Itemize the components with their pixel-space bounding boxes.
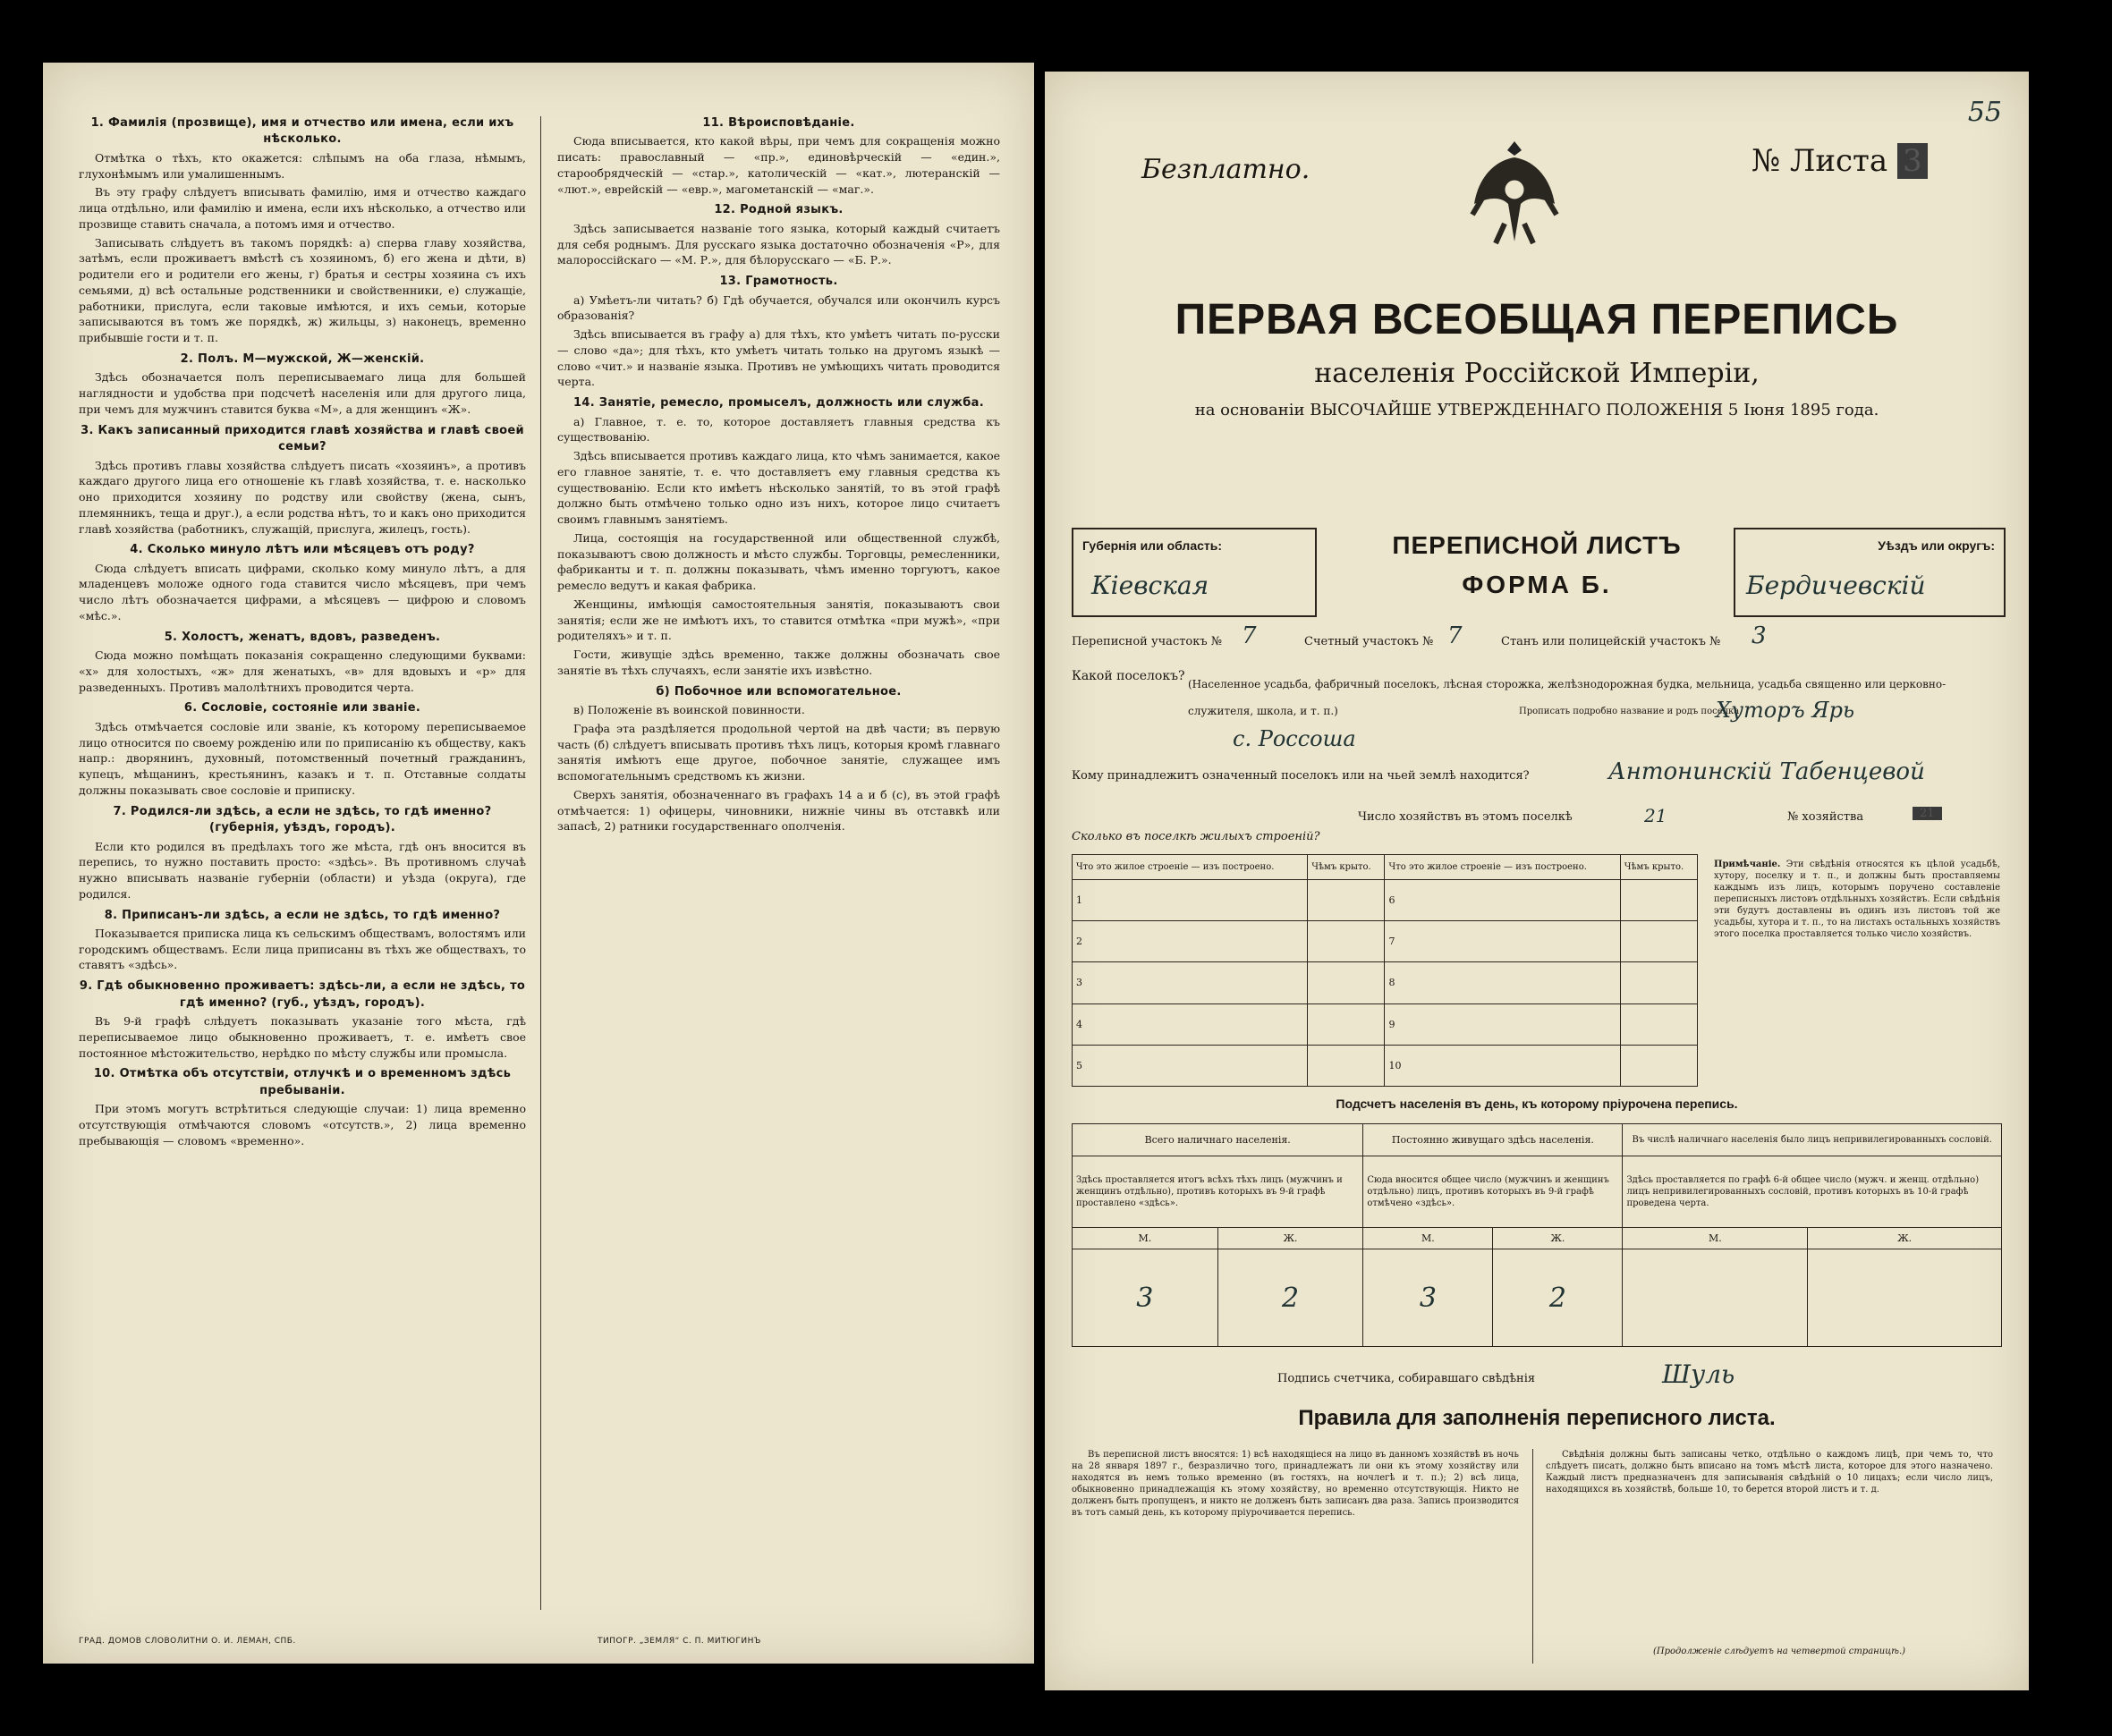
section-paragraph: Отмѣтка о тѣхъ, кто окажется: слѣпымъ на оба глаза, нѣмымъ, глухонѣмымъ или умалишеннымъ. — [79, 150, 526, 181]
instruction-section — [557, 115, 1000, 197]
instruction-section — [557, 395, 1000, 678]
gub-value: Кіевская — [1091, 571, 1209, 600]
census-subtitle: населенія Россійской Имперіи, — [1314, 358, 1760, 389]
sheet-number-label: № Листа — [1752, 143, 1888, 179]
households-value: 21 — [1644, 805, 1667, 826]
section-paragraph: Записывать слѣдуетъ въ такомъ порядкѣ: а) сперва главу хозяйства, затѣмъ, если проживаетъ вмѣстѣ съ хозяиномъ, б) его жена и дѣти, в) родители его и родители его жены, г) братья и сестры хозяина съ ихъ семьями, д) всѣ остальные родственники и свойственники, е) служащіе, работники, прислуга, если таковые имѣются, и ихъ семьи, которые записываются въ томъ же порядкѣ, ж) жильцы, з) наконецъ, временно прибывшіе гости и т. п. — [79, 235, 526, 345]
owner-label: Кому принадлежитъ означенный поселокъ или на чьей землѣ находится? — [1072, 769, 1530, 783]
pop-desc-total: Здѣсь проставляется итогъ всѣхъ тѣхъ лицъ (мужчинъ и женщинъ отдѣльно), противъ которыхъ въ 9-й графѣ проставлено «здѣсь». — [1073, 1156, 1363, 1228]
signature-row — [1277, 1359, 1904, 1395]
section-heading: 10. Отмѣтка объ отсутствіи, отлучкѣ и о временномъ здѣсь пребываніи. — [93, 1067, 512, 1097]
section-heading: 4. Сколько минуло лѣтъ или мѣсяцевъ отъ роду? — [130, 543, 475, 557]
section-heading: 9. Гдѣ обыкновенно проживаетъ: здѣсь-ли, а если не здѣсь, то гдѣ именно? (губ., уѣздъ, городъ). — [79, 979, 526, 1010]
instruction-section — [79, 804, 526, 902]
section-paragraph: Женщины, имѣющія самостоятельныя занятія, показываютъ свои занятія; если же не имѣютъ ихъ, то ставится отмѣтка «при мужѣ», «при родителяхъ» и т. п. — [557, 597, 1000, 643]
population-heading: Подсчетъ населенія въ день, къ которому пріурочена перепись. — [1336, 1097, 1738, 1111]
district-label: Переписной участокъ № — [1072, 635, 1223, 648]
bld-row-b: 9 — [1385, 1003, 1620, 1045]
left-page — [43, 63, 1034, 1664]
bld-col-built: Что это жилое строеніе — изъ построено. — [1073, 855, 1308, 880]
section-heading: 1. Фамилія (прозвище), имя и отчество или имена, если ихъ нѣсколько. — [90, 116, 514, 147]
section-paragraph: Сюда слѣдуетъ вписать цифрами, сколько кому минуло лѣтъ, а для младенцевъ моложе одного года ставится число мѣсяцевъ, при чемъ число лѣтъ обозначается цифрами, а мѣсяцевъ — цифрою и словомъ «мѣс.». — [79, 561, 526, 622]
pop-value — [1623, 1249, 1808, 1347]
instruction-section — [79, 908, 526, 974]
instruction-section — [557, 202, 1000, 268]
section-paragraph: Здѣсь вписывается въ графу а) для тѣхъ, кто умѣетъ читать по-русски — слово «да»; для тѣхъ, кто умѣетъ читать только на другомъ языкѣ — слово «чит.» и названіе языка. Противъ не умѣющихъ читать проводится черта. — [557, 327, 1000, 389]
sheet-number-value: 3 — [1897, 143, 1928, 179]
bld-row-a: 3 — [1073, 962, 1308, 1003]
bld-col-roof-b: Чѣмъ крыто. — [1620, 855, 1697, 880]
rules-title: Правила для заполненія переписного листа. — [1298, 1406, 1776, 1430]
bld-row-b: 6 — [1385, 880, 1620, 921]
pop-m-header: М. — [1073, 1228, 1218, 1249]
right-page — [1045, 72, 2029, 1690]
instruction-section — [79, 423, 526, 538]
census-basis: на основаніи ВЫСОЧАЙШЕ УТВЕРЖДЕННАГО ПОЛОЖЕНІЯ 5 Іюня 1895 года. — [1194, 401, 1879, 419]
instruction-section — [79, 630, 526, 696]
settlement-value-2: с. Россоша — [1233, 726, 1356, 751]
census-title: ПЕРВАЯ ВСЕОБЩАЯ ПЕРЕПИСЬ — [1175, 296, 1899, 343]
printer-mark-left: ГРАД. ДОМОВ СЛОВОЛИТНИ О. И. ЛЕМАН, СПБ. — [79, 1637, 296, 1646]
section-paragraph: Въ 9-й графѣ слѣдуетъ показывать указаніе того мѣста, гдѣ переписываемое лицо обыкновенно проживаетъ, т. е. имѣетъ свое постоянное мѣстожительство, нерѣдко по мѣсту службы или промысла. — [79, 1014, 526, 1060]
pop-value — [1808, 1249, 2002, 1347]
bld-row-b: 8 — [1385, 962, 1620, 1003]
pop-value: 3 — [1073, 1249, 1218, 1347]
section-paragraph: в) Положеніе въ воинской повинности. — [573, 703, 805, 717]
instruction-section — [79, 542, 526, 623]
bld-row-a: 5 — [1073, 1045, 1308, 1086]
rules-divider — [1532, 1449, 1533, 1664]
district-value: 7 — [1242, 622, 1257, 649]
pop-value: 2 — [1217, 1249, 1363, 1347]
section-paragraph: Сюда вписывается, кто какой вѣры, при чемъ для сокращенія можно писать: православный — «пр.», единовѣрческій — «един.», старообрядческій — «стар.», католическій — «кат.», лютеранскій — «лют.», еврейскій — «евр.», магометанскій — «маг.». — [557, 134, 1000, 196]
section-heading: 5. Холостъ, женатъ, вдовъ, разведенъ. — [164, 630, 441, 644]
household-no-label: № хозяйства — [1787, 810, 1864, 824]
section-paragraph: Здѣсь обозначается полъ переписываемаго лица для большей наглядности и удобства при подсчетѣ населенія или для другого лица, при чемъ для мужчинъ ставится буква «М», а для женщинъ «Ж». — [79, 370, 526, 416]
instruction-section — [557, 274, 1000, 390]
instruction-section — [79, 1066, 526, 1148]
settlement-note-2: Прописать подробно название и родъ поселка. — [1519, 707, 1743, 716]
section-heading: 2. Полъ. М—мужской, Ж—женскій. — [180, 351, 425, 366]
section-heading: 7. Родился-ли здѣсь, а если не здѣсь, то гдѣ именно? (губернія, уѣздъ, городъ). — [113, 804, 492, 835]
section-paragraph: Гости, живущіе здѣсь временно, также должны обозначать свое занятіе въ тѣхъ случаяхъ, если занятіе ихъ извѣстно. — [557, 648, 1000, 677]
pop-m-header: М. — [1363, 1228, 1493, 1249]
instruction-section — [79, 700, 526, 798]
pop-m-header: М. — [1623, 1228, 1808, 1249]
section-heading: 13. Грамотность. — [719, 275, 838, 289]
note-title: Примѣчаніе. — [1714, 860, 1781, 869]
bld-row-a: 1 — [1073, 880, 1308, 921]
rules-right: Свѣдѣнія должны быть записаны четко, отдѣльно о каждомъ лицѣ, при чемъ то, что слѣдуетъ писать, должно быть вписано на томъ мѣстѣ листа, которое для этого назначено. Каждый листъ предназначенъ для записыванія свѣдѣній о 10 лицахъ; если число лицъ, находящихся въ хозяйствѣ, больше 10, то берется второй листъ и т. д. — [1546, 1450, 1993, 1495]
section-paragraph: Здѣсь записывается названіе того языка, который каждый считаетъ для себя роднымъ. Для русскаго языка достаточно обозначенія «Р», для малороссійскаго — «М. Р.», для бѣлорусскаго — «Б. Р.». — [557, 221, 1000, 267]
owner-value: Антонинскій Табенцевой — [1608, 758, 1925, 785]
section-paragraph: Здѣсь отмѣчается сословіе или званіе, къ которому переписываемое лицо относится по своему рожденію или по приписанію къ обществу, какъ напр.: дворянинъ, духовный, потомственный почетный гражданинъ, купецъ, мѣщанинъ, крестьянинъ, казакъ и т. п. Отставные солдаты должны показывать свое сословіе и приписку. — [79, 719, 526, 797]
section-heading: б) Побочное или вспомогательное. — [656, 684, 902, 699]
sheet-number — [1752, 143, 1928, 179]
column-divider — [540, 116, 541, 1610]
section-paragraph: При этомъ могутъ встрѣтиться следующіе случаи: 1) лица временно отсутствующія отмѣчаются словомъ «отсутств.», 2) лица временно пребывающія — словомъ «временно». — [79, 1102, 526, 1147]
instruction-section — [79, 978, 526, 1061]
section-paragraph: Здѣсь вписывается противъ каждаго лица, кто чѣмъ занимается, какое его главное занятіе, т. е. что доставляетъ ему главныя средства къ существованію. Если кто имѣетъ нѣсколько занятій, то въ этой графѣ должно быть отмѣчено только одно изъ нихъ, которое лицо считаетъ своимъ главнымъ занятіемъ. — [557, 449, 1000, 527]
bld-row-a: 2 — [1073, 921, 1308, 962]
pop-zh-header: Ж. — [1493, 1228, 1623, 1249]
population-table — [1072, 1123, 2002, 1347]
household-no-value: 21 — [1913, 807, 1942, 820]
settlement-row — [1072, 664, 2002, 753]
bld-row-a: 4 — [1073, 1003, 1308, 1045]
section-paragraph: Здѣсь противъ главы хозяйства слѣдуетъ писать «хозяинъ», а противъ каждаго другого лица его отношеніе къ главѣ хозяйства, т. е. насколько оно приходится хозяину по родству или свойству (жена, сынъ, племянникъ, теща и друг.), а если родства нѣтъ, то и какъ оно приходится главѣ хозяйства (работникъ, служащій, прислуга, жилецъ, гость). — [79, 458, 526, 536]
pop-value: 3 — [1363, 1249, 1493, 1347]
uezd-value: Бердичевскій — [1746, 571, 1926, 600]
instruction-section — [79, 351, 526, 418]
signature-label: Подпись счетчика, собиравшаго свѣдѣнія — [1277, 1372, 1536, 1385]
bld-row-b: 10 — [1385, 1045, 1620, 1086]
form-header-box — [1072, 528, 2002, 614]
printer-mark-right: ТИПОГР. „ЗЕМЛЯ“ С. П. МИТЮГИНЪ — [598, 1637, 761, 1646]
section-paragraph: Въ эту графу слѣдуетъ вписывать фамилію, имя и отчество каждаго лица отдѣльно, или фамилію и имена, если ихъ нѣсколько, а отчество или прозвище ставить сначала, а потомъ имя и отчество. — [79, 185, 526, 231]
stan-value: 3 — [1752, 622, 1767, 649]
pop-zh-header: Ж. — [1808, 1228, 2002, 1249]
buildings-note — [1714, 859, 2000, 940]
section-heading: 6. Сословіе, состояніе или званіе. — [183, 701, 421, 716]
section-paragraph: Показывается приписка лица къ сельскимъ обществамъ, волостямъ или городскимъ обществамъ. Если лица приписаны въ тѣхъ же обществахъ, то ставятъ «здѣсь». — [79, 926, 526, 972]
stan-label: Станъ или полицейскій участокъ № — [1501, 635, 1721, 648]
page-number: 55 — [1967, 97, 2002, 128]
section-heading: 11. Вѣроисповѣданіе. — [702, 116, 855, 130]
buildings-label: Сколько въ поселкѣ жилыхъ строеній? — [1072, 830, 1320, 843]
pop-value: 2 — [1493, 1249, 1623, 1347]
gub-box — [1072, 528, 1317, 617]
bld-col-roof: Чѣмъ крыто. — [1308, 855, 1385, 880]
count-label: Счетный участокъ № — [1304, 635, 1434, 648]
section-heading: 14. Занятіе, ремесло, промыселъ, должность или служба. — [573, 396, 984, 411]
form-name: ФОРМА Б. — [1462, 571, 1612, 598]
gub-label: Губернія или область: — [1082, 538, 1223, 553]
households-label: Число хозяйствъ въ этомъ поселкѣ — [1358, 810, 1573, 824]
pop-desc-nonpriv: Здѣсь проставляется по графѣ 6-й общее число (мужч. и женщ. отдѣльно) лицъ непривилегированныхъ сословій, противъ которыхъ въ 10-й графѣ проведена черта. — [1623, 1156, 2002, 1228]
instruction-section — [557, 684, 1000, 834]
buildings-grid — [1072, 854, 1698, 1087]
form-title: ПЕРЕПИСНОЙ ЛИСТЪ — [1392, 531, 1682, 559]
pop-col-nonpriv: Въ числѣ наличнаго населенія было лицъ непривилегированныхъ сословій. — [1623, 1124, 2002, 1156]
note-text: Эти свѣдѣнія относятся къ цѣлой усадьбѣ, хутору, поселку и т. п., и должны быть проставляемы каждымъ изъ лицъ, которымъ поручено составленіе переписныхъ листовъ отдѣльныхъ хозяйствъ. Если свѣдѣнія эти будутъ доставлены въ одинъ изъ листовъ той же усадьбы, хутора и т. п., то на листахъ остальныхъ хозяйствъ этого поселка проставляется только число хозяйствъ. — [1714, 860, 2000, 939]
district-row — [1072, 622, 2002, 658]
bld-col-built-b: Что это жилое строеніе — изъ построено. — [1385, 855, 1620, 880]
section-paragraph: Если кто родился въ предѣлахъ того же мѣста, гдѣ онъ вносится въ перепись, то нужно поставить просто: «здѣсь». Въ противномъ случаѣ нужно вписывать названіе губерніи (области) и уѣзда (округа), где родился. — [79, 839, 526, 901]
rules-continuation: (Продолженіе слѣдуетъ на четвертой страницѣ.) — [1653, 1647, 1906, 1656]
signature-value: Шуль — [1662, 1359, 1735, 1389]
section-paragraph: а) Умѣетъ-ли читать? б) Гдѣ обучается, обучался или окончилъ курсъ образованія? — [557, 292, 1000, 323]
buildings-table — [1072, 854, 1698, 1087]
uezd-box — [1734, 528, 2006, 617]
instructions-column-1 — [79, 112, 526, 1623]
pop-col-total: Всего наличнаго населенія. — [1073, 1124, 1363, 1156]
section-paragraph: Лица, состоящія на государственной или общественной службѣ, показываютъ свою должность и мѣсто службы. Торговцы, ремесленники, фабриканты и т. п. должны показывать, чѣмъ именно торгуютъ, какое ремесло ведутъ и какая фабрика. — [557, 530, 1000, 593]
section-paragraph: Сюда можно помѣщать показанія сокращенно следующими буквами: «х» для холостыхъ, «ж» для женатыхъ, «в» для вдовыхъ и «р» для разведенныхъ. Противъ малолѣтнихъ проводится черта. — [79, 648, 526, 694]
section-heading: 8. Приписанъ-ли здѣсь, а если не здѣсь, то гдѣ именно? — [104, 908, 501, 922]
pop-col-resident: Постоянно живущаго здѣсь населенія. — [1363, 1124, 1623, 1156]
settlement-value-1: Хуторъ Ярь — [1716, 698, 1855, 723]
count-value: 7 — [1447, 622, 1463, 649]
free-label: Безплатно. — [1141, 154, 1310, 185]
settlement-note: (Населенное усадьба, фабричный поселокъ, лѣсная сторожка, желѣзнодорожная будка, мельница, усадьба священно или церковно-служителя, школа, и т. п.) — [1188, 678, 1947, 717]
section-heading: 12. Родной языкъ. — [714, 203, 844, 217]
imperial-eagle-icon — [1465, 134, 1564, 250]
section-paragraph: Сверхъ занятія, обозначеннаго въ графахъ 14 а и б (с), въ этой графѣ отмѣчается: 1) офицеры, чиновники, нижніе чины въ отставкѣ или запасѣ, 2) ратники государственнаго ополченія. — [557, 787, 1000, 834]
population-grid — [1072, 1123, 2002, 1347]
pop-zh-header: Ж. — [1217, 1228, 1363, 1249]
owner-row — [1072, 758, 2002, 794]
instruction-section — [79, 115, 526, 346]
section-paragraph: а) Главное, т. е. то, которое доставляетъ главныя средства къ существованію. — [557, 414, 1000, 445]
rules-left: Въ переписной листъ вносятся: 1) всѣ находящіеся на лицо въ данномъ хозяйствѣ въ ночь на 28 января 1897 г., безразлично того, принадлежатъ ли они къ этому хозяйству или находятся въ немъ только временно (въ гостяхъ, на ночлегѣ и т. п.); 2) всѣ лица, обыкновенно принадлежащія къ этому хозяйству, но временно отсутствующія. Никто не долженъ быть пропущенъ, и никто не долженъ быть записанъ два раза. Запись производится въ тотъ самый день, къ которому пріурочивается перепись. — [1072, 1450, 1519, 1518]
settlement-label: Какой поселокъ? — [1072, 669, 1185, 683]
pop-desc-resident: Сюда вносится общее число (мужчинъ и женщинъ отдѣльно) лицъ, противъ которыхъ въ 9-й графѣ отмѣчено «здѣсь». — [1363, 1156, 1623, 1228]
bld-row-b: 7 — [1385, 921, 1620, 962]
instructions-column-2 — [557, 112, 1000, 1623]
households-row — [1072, 805, 2002, 832]
uezd-label: Уѣздъ или округъ: — [1878, 538, 1995, 553]
section-paragraph: Графа эта раздѣляется продольной чертой на двѣ части; въ первую часть (б) слѣдуетъ вписывать противъ тѣхъ лицъ, которыя кромѣ главнаго занятія имѣютъ еще другое, побочное занятіе, служащее имъ вспомогательнымъ средствомъ къ жизни. — [557, 721, 1000, 783]
section-heading: 3. Какъ записанный приходится главѣ хозяйства и главѣ своей семьи? — [81, 423, 524, 454]
